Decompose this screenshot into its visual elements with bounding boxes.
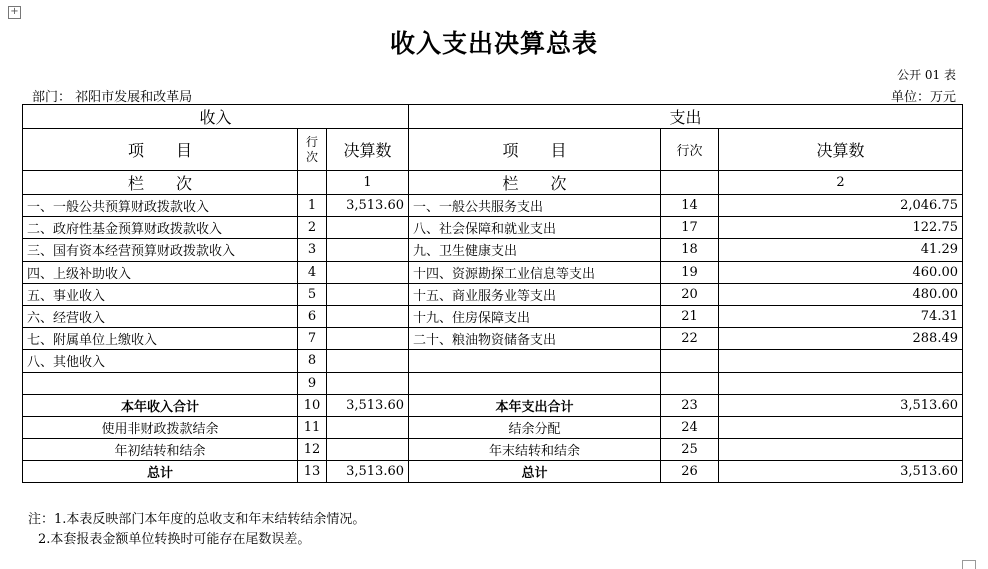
income-item: 三、国有资本经营预算财政拨款收入: [23, 239, 298, 261]
table-row: [23, 350, 963, 372]
income-amount: [327, 416, 409, 438]
expense-amount: 288.49: [719, 328, 963, 350]
income-amount-header: 决算数: [327, 129, 409, 171]
income-amount: [327, 350, 409, 372]
expense-balance-label: 结余分配: [409, 416, 661, 438]
table-row: [23, 217, 963, 239]
expense-column-label: 栏 次: [409, 171, 661, 195]
income-amount: [327, 328, 409, 350]
income-rowno: 1: [298, 195, 327, 217]
expense-rowno: 14: [661, 195, 719, 217]
expense-rowno: 20: [661, 283, 719, 305]
income-grand-total-amount: 3,513.60: [327, 461, 409, 483]
income-amount: [327, 372, 409, 394]
income-item: 七、附属单位上缴收入: [23, 328, 298, 350]
expense-item: 二十、粮油物资储备支出: [409, 328, 661, 350]
expense-rowno: [661, 372, 719, 394]
sheet-number: 公开 01 表: [897, 68, 956, 82]
income-balance-label: 使用非财政拨款结余: [23, 416, 298, 438]
note-2: 2.本套报表金额单位转换时可能存在尾数误差。: [38, 532, 311, 547]
expense-rowno-header: 行次: [661, 129, 719, 171]
income-rowno: 10: [298, 394, 327, 416]
expense-item: [409, 350, 661, 372]
balance-row: [23, 439, 963, 461]
income-grand-total-label: 总计: [23, 461, 298, 483]
income-item: 二、政府性基金预算财政拨款收入: [23, 217, 298, 239]
table-row: [23, 195, 963, 217]
unit-label: 单位：万元: [890, 90, 956, 105]
income-rowno: 2: [298, 217, 327, 239]
income-rowno: 9: [298, 372, 327, 394]
expense-rowno: 25: [661, 439, 719, 461]
income-item: 五、事业收入: [23, 283, 298, 305]
income-amount: [327, 261, 409, 283]
grand-total-row: [23, 461, 963, 483]
income-amount: [327, 239, 409, 261]
income-item: [23, 372, 298, 394]
expense-amount: 74.31: [719, 305, 963, 327]
expense-amount: 122.75: [719, 217, 963, 239]
income-rowno-header: [298, 129, 327, 171]
income-column-number: 1: [327, 171, 409, 195]
expense-amount: [719, 416, 963, 438]
income-amount: [327, 439, 409, 461]
income-rowno: 8: [298, 350, 327, 372]
income-item: 六、经营收入: [23, 305, 298, 327]
expense-item: 十五、商业服务业等支出: [409, 283, 661, 305]
income-rowno: 6: [298, 305, 327, 327]
income-item: 一、一般公共预算财政拨款收入: [23, 195, 298, 217]
expense-amount: [719, 439, 963, 461]
expense-rowno: 19: [661, 261, 719, 283]
income-rowno: 13: [298, 461, 327, 483]
income-header: 收入: [23, 105, 409, 129]
rowno-bottom: 次: [305, 149, 318, 164]
income-item-header: 项 目: [23, 129, 298, 171]
income-rowno: 7: [298, 328, 327, 350]
expense-rowno: 21: [661, 305, 719, 327]
rowno-top: 行: [305, 134, 318, 149]
expense-rowno: 23: [661, 394, 719, 416]
expense-item: 八、社会保障和就业支出: [409, 217, 661, 239]
expense-year-total-label: 本年支出合计: [409, 394, 661, 416]
expense-item: 九、卫生健康支出: [409, 239, 661, 261]
income-year-total-amount: 3,513.60: [327, 394, 409, 416]
table-anchor-icon[interactable]: +: [8, 6, 21, 19]
expense-item-header: 项 目: [409, 129, 661, 171]
income-amount: [327, 283, 409, 305]
expense-amount: 2,046.75: [719, 195, 963, 217]
column-index-row: [23, 171, 963, 195]
expense-year-total-amount: 3,513.60: [719, 394, 963, 416]
expense-header: 支出: [409, 105, 963, 129]
table-row: [23, 283, 963, 305]
table-row: [23, 239, 963, 261]
resize-handle-icon[interactable]: [962, 560, 976, 569]
balance-row: [23, 416, 963, 438]
expense-rowno: 26: [661, 461, 719, 483]
expense-amount: 41.29: [719, 239, 963, 261]
expense-rowno: 22: [661, 328, 719, 350]
expense-item: 十四、资源勘探工业信息等支出: [409, 261, 661, 283]
page-title: 收入支出决算总表: [389, 29, 598, 58]
expense-rowno: 17: [661, 217, 719, 239]
table-row: [23, 328, 963, 350]
income-rowno: 3: [298, 239, 327, 261]
expense-rowno: 24: [661, 416, 719, 438]
header-row-2: [23, 129, 963, 171]
income-balance-label: 年初结转和结余: [23, 439, 298, 461]
note-1: 注：1.本表反映部门本年度的总收支和年末结转结余情况。: [28, 512, 366, 527]
income-rowno: 4: [298, 261, 327, 283]
expense-column-number: 2: [719, 171, 963, 195]
income-amount: 3,513.60: [327, 195, 409, 217]
expense-grand-total-amount: 3,513.60: [719, 461, 963, 483]
income-rowno: 5: [298, 283, 327, 305]
expense-amount-header: 决算数: [719, 129, 963, 171]
income-amount: [327, 305, 409, 327]
expense-amount: 480.00: [719, 283, 963, 305]
budget-table: [22, 104, 963, 483]
income-column-label: 栏 次: [23, 171, 298, 195]
expense-balance-label: 年末结转和结余: [409, 439, 661, 461]
income-rowno: 12: [298, 439, 327, 461]
expense-item: [409, 372, 661, 394]
income-rowno: 11: [298, 416, 327, 438]
expense-amount: [719, 350, 963, 372]
expense-grand-total-label: 总计: [409, 461, 661, 483]
income-item: 四、上级补助收入: [23, 261, 298, 283]
expense-rowno: 18: [661, 239, 719, 261]
income-year-total-label: 本年收入合计: [23, 394, 298, 416]
table-row: [23, 305, 963, 327]
table-row: [23, 261, 963, 283]
empty-cell: [661, 171, 719, 195]
expense-rowno: [661, 350, 719, 372]
empty-cell: [298, 171, 327, 195]
expense-amount: 460.00: [719, 261, 963, 283]
expense-amount: [719, 372, 963, 394]
expense-item: 十九、住房保障支出: [409, 305, 661, 327]
year-total-row: [23, 394, 963, 416]
department-label: 部门： 祁阳市发展和改革局: [32, 90, 193, 105]
income-item: 八、其他收入: [23, 350, 298, 372]
expense-item: 一、一般公共服务支出: [409, 195, 661, 217]
table-row: [23, 372, 963, 394]
income-amount: [327, 217, 409, 239]
notes: [28, 510, 365, 550]
header-row-1: [23, 105, 963, 129]
